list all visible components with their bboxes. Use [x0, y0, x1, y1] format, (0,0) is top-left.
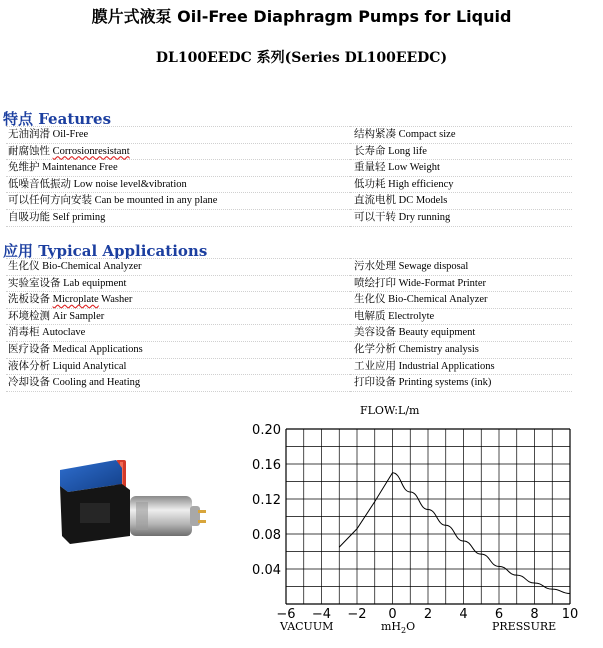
table-cell: 洗板设备 Microplate Washer — [6, 292, 350, 309]
table-cell: 电解质 Electrolyte — [350, 308, 572, 325]
table-row — [6, 358, 572, 375]
table-cell: 无油润滑 Oil-Free — [6, 127, 350, 144]
table-cell: 化学分析 Chemistry analysis — [350, 341, 572, 358]
diaphragm-pump-photo — [50, 448, 215, 553]
motor-terminal — [198, 510, 206, 513]
table-cell: 自吸功能 Self priming — [6, 209, 350, 226]
table-cell: 重量轻 Low Weight — [350, 160, 572, 177]
vacuum-label: VACUUM — [280, 620, 334, 633]
table-row — [6, 259, 572, 276]
table-cell: 环境检测 Air Sampler — [6, 308, 350, 325]
table-cell: 生化仪 Bio-Chemical Analyzer — [350, 292, 572, 309]
x-tick-label: 6 — [494, 607, 504, 618]
table-row — [6, 193, 572, 210]
table-row — [6, 143, 572, 160]
chart-title: FLOW:L/m — [360, 404, 420, 417]
table-cell: 液体分析 Liquid Analytical — [6, 358, 350, 375]
x-tick-label: −6 — [276, 607, 296, 618]
table-cell: 低功耗 High efficiency — [350, 176, 572, 193]
table-cell: 消毒柜 Autoclave — [6, 325, 350, 342]
table-row — [6, 341, 572, 358]
features-table — [6, 126, 572, 227]
y-tick-label: 0.16 — [252, 458, 281, 473]
table-row — [6, 292, 572, 309]
table-row — [6, 308, 572, 325]
y-tick-label: 0.04 — [252, 563, 281, 578]
table-cell: 美容设备 Beauty equipment — [350, 325, 572, 342]
motor-band — [136, 502, 148, 530]
table-row — [6, 209, 572, 226]
chart-grid — [286, 429, 570, 604]
table-cell: 可以干转 Dry running — [350, 209, 572, 226]
x-tick-label: −2 — [347, 607, 367, 618]
table-cell: 可以任何方向安装 Can be mounted in any plane — [6, 193, 350, 210]
table-cell: 喷绘打印 Wide-Format Printer — [350, 275, 572, 292]
page-title: 膜片式液泵 Oil-Free Diaphragm Pumps for Liquid — [91, 7, 512, 26]
flow-curve — [339, 473, 570, 594]
pressure-label: PRESSURE — [492, 620, 557, 633]
table-cell: 长寿命 Long life — [350, 143, 572, 160]
applications-table — [6, 258, 572, 392]
table-cell: 打印设备 Printing systems (ink) — [350, 375, 572, 392]
y-tick-label: 0.20 — [252, 423, 281, 438]
table-row — [6, 127, 572, 144]
table-row — [6, 325, 572, 342]
x-tick-label: 2 — [423, 607, 433, 618]
table-cell: 污水处理 Sewage disposal — [350, 259, 572, 276]
y-axis-ticks — [252, 423, 281, 578]
table-row — [6, 275, 572, 292]
x-axis-unit-label: $mH_2O$ — [381, 620, 416, 636]
flow-chart — [236, 418, 586, 618]
x-tick-label: 8 — [530, 607, 539, 618]
misspelled-word: Microplate — [52, 294, 99, 306]
table-cell: 实验室设备 Lab equipment — [6, 275, 350, 292]
table-row — [6, 160, 572, 177]
table-cell: 结构紧凑 Compact size — [350, 127, 572, 144]
table-cell: 低噪音低振动 Low noise level&vibration — [6, 176, 350, 193]
pump-body-face — [80, 503, 110, 523]
table-cell: 生化仪 Bio-Chemical Analyzer — [6, 259, 350, 276]
motor-terminal — [198, 520, 206, 523]
x-tick-label: −4 — [311, 607, 332, 618]
table-row — [6, 176, 572, 193]
applications-heading: 应用 Typical Applications — [3, 242, 208, 260]
y-tick-label: 0.12 — [252, 493, 281, 508]
table-cell: 免维护 Maintenance Free — [6, 160, 350, 177]
table-cell: 医疗设备 Medical Applications — [6, 341, 350, 358]
x-axis-ticks — [276, 607, 578, 618]
table-row — [6, 375, 572, 392]
x-tick-label: 4 — [459, 607, 468, 618]
table-cell: 直流电机 DC Models — [350, 193, 572, 210]
x-tick-label: 10 — [561, 607, 579, 618]
y-tick-label: 0.08 — [252, 528, 281, 543]
table-cell: 冷却设备 Cooling and Heating — [6, 375, 350, 392]
series-subtitle: DL100EEDC 系列(Series DL100EEDC) — [155, 50, 448, 66]
table-cell: 工业应用 Industrial Applications — [350, 358, 572, 375]
x-tick-label: 0 — [388, 607, 397, 618]
misspelled-word: Corrosionresistant — [52, 145, 130, 157]
table-cell: 耐腐蚀性 Corrosionresistant — [6, 143, 350, 160]
features-heading: 特点 Features — [3, 110, 112, 128]
